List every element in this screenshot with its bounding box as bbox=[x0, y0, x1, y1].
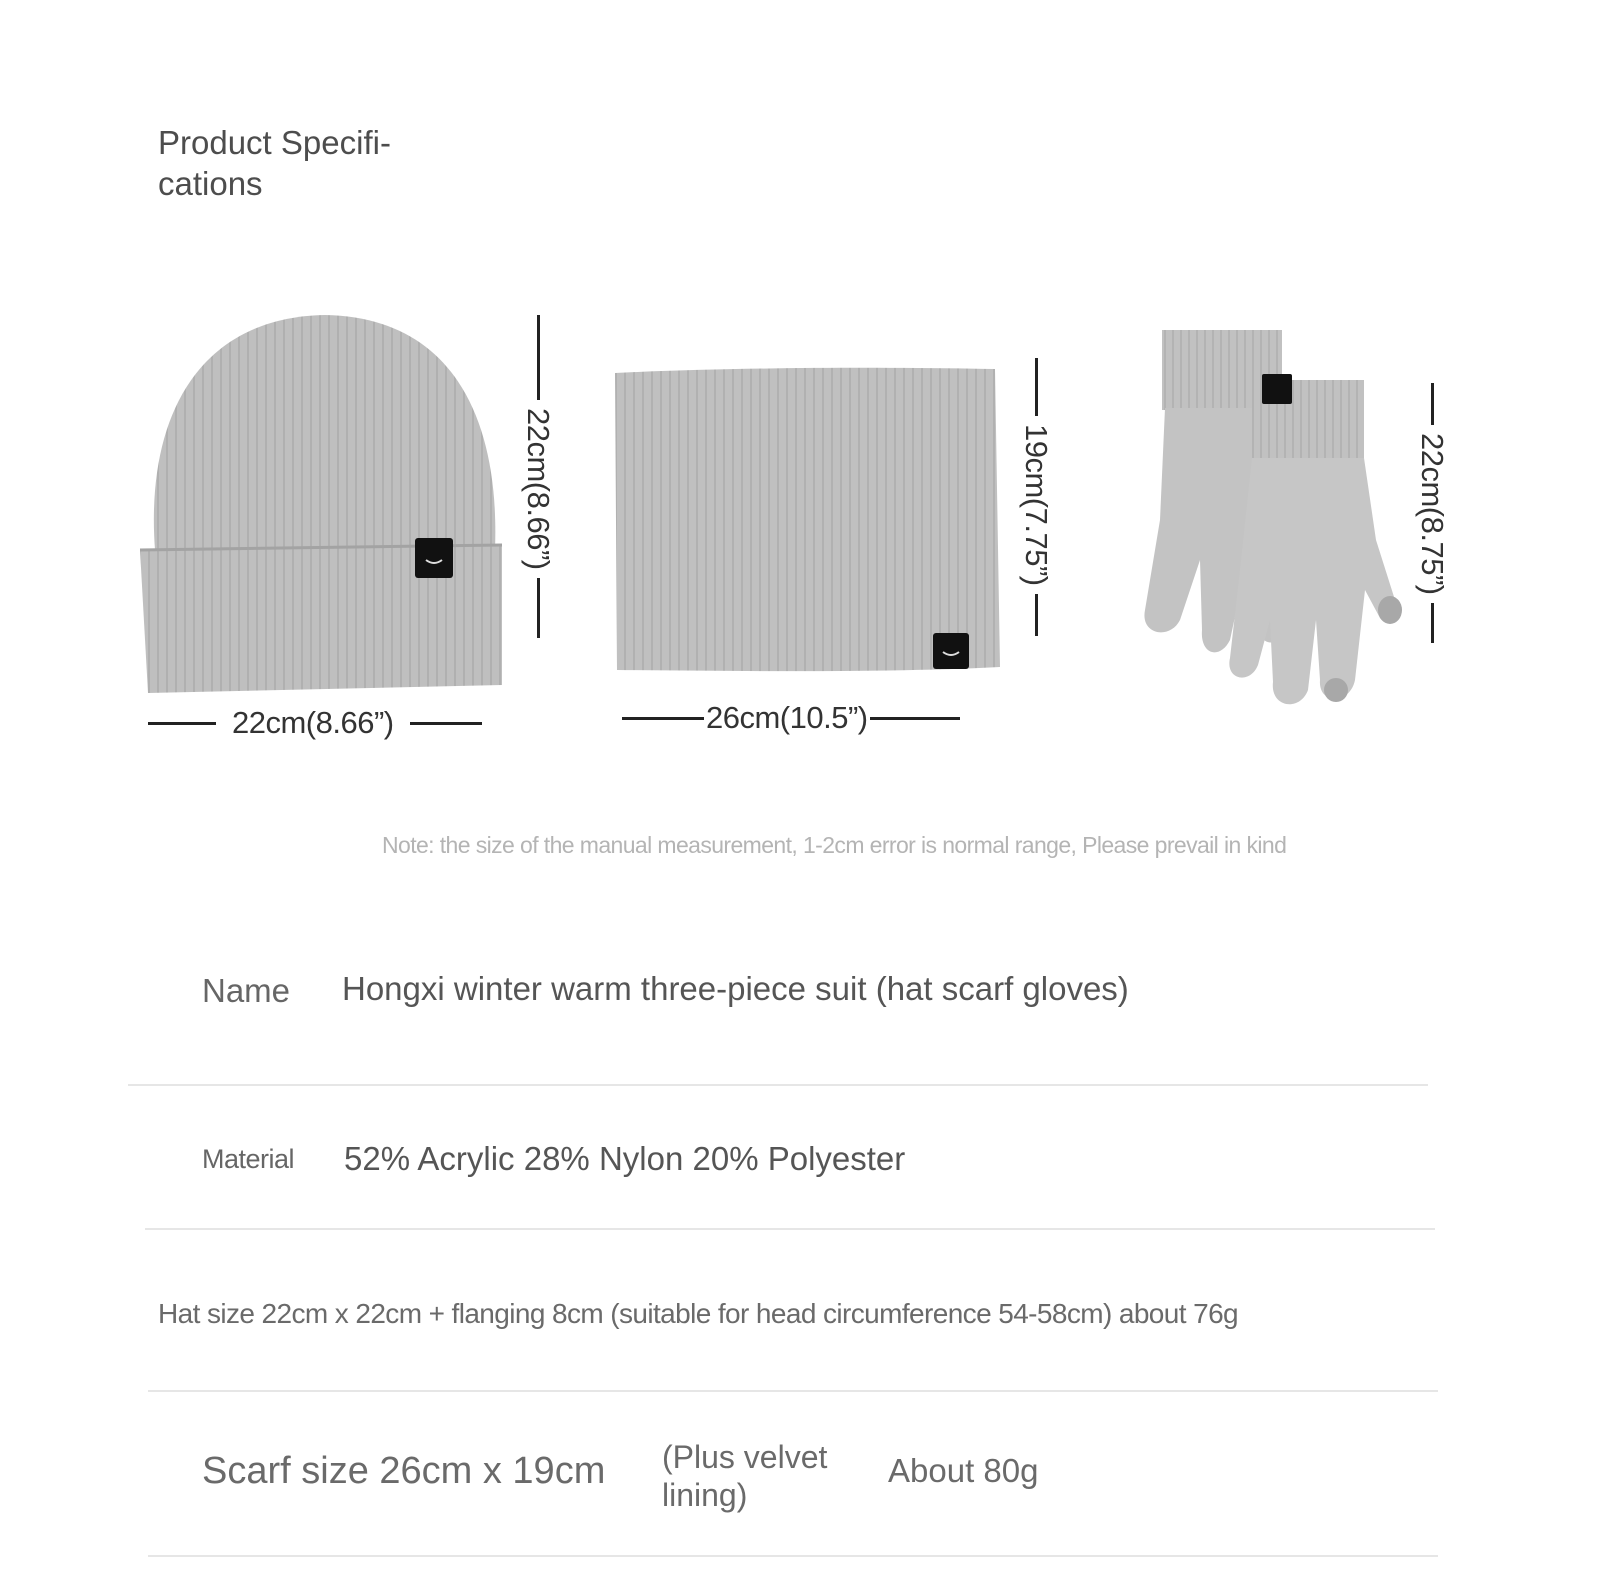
hat-image bbox=[130, 305, 530, 715]
dimension-line bbox=[1035, 358, 1038, 416]
divider bbox=[148, 1555, 1438, 1557]
gloves-figure bbox=[1140, 320, 1440, 730]
page-title: Product Specifi- cations bbox=[158, 124, 391, 202]
hat-size-value: Hat size 22cm x 22cm + flanging 8cm (suitable for head circumference 54-58cm) about 76g bbox=[158, 1298, 1239, 1329]
scarf-size-value: Scarf size 26cm x 19cm bbox=[202, 1450, 606, 1492]
dimension-line bbox=[1035, 594, 1038, 636]
material-label: Material bbox=[202, 1144, 295, 1174]
hat-width-label: 22cm(8.66”) bbox=[232, 705, 394, 740]
dimension-line bbox=[148, 722, 216, 725]
divider bbox=[148, 1390, 1438, 1392]
name-label: Name bbox=[202, 972, 291, 1009]
dimension-line bbox=[622, 717, 704, 720]
material-value: 52% Acrylic 28% Nylon 20% Polyester bbox=[344, 1140, 906, 1177]
dimension-line bbox=[870, 717, 960, 720]
gloves-image bbox=[1140, 320, 1440, 730]
dimension-line bbox=[1431, 603, 1434, 643]
scarf-width-dimension bbox=[622, 700, 960, 736]
dimension-line bbox=[410, 722, 482, 725]
hat-height-label: 22cm(8.66”) bbox=[521, 408, 556, 570]
scarf-figure bbox=[615, 365, 1025, 695]
scarf-image bbox=[615, 365, 1025, 695]
hat-height-dimension bbox=[520, 315, 556, 685]
hat-figure bbox=[130, 305, 530, 715]
dimension-line bbox=[537, 578, 540, 638]
divider bbox=[128, 1084, 1428, 1086]
scarf-width-label: 26cm(10.5”) bbox=[706, 700, 868, 735]
scarf-lining-value: (Plus velvet lining) bbox=[662, 1439, 828, 1513]
scarf-weight-value: About 80g bbox=[888, 1452, 1039, 1489]
dimension-line bbox=[1431, 383, 1434, 425]
gloves-height-label: 22cm(8.75”) bbox=[1415, 433, 1450, 595]
dimension-line bbox=[537, 315, 540, 400]
scarf-height-label: 19cm(7.75”) bbox=[1019, 424, 1054, 586]
scarf-height-dimension bbox=[1018, 358, 1054, 688]
name-value: Hongxi winter warm three-piece suit (hat scarf gloves) bbox=[342, 970, 1129, 1007]
divider bbox=[145, 1228, 1435, 1230]
gloves-height-dimension bbox=[1414, 383, 1450, 703]
measurement-note: Note: the size of the manual measurement, 1-2cm error is normal range, Please prevail in kind bbox=[382, 832, 1287, 858]
hat-width-dimension bbox=[148, 705, 482, 741]
